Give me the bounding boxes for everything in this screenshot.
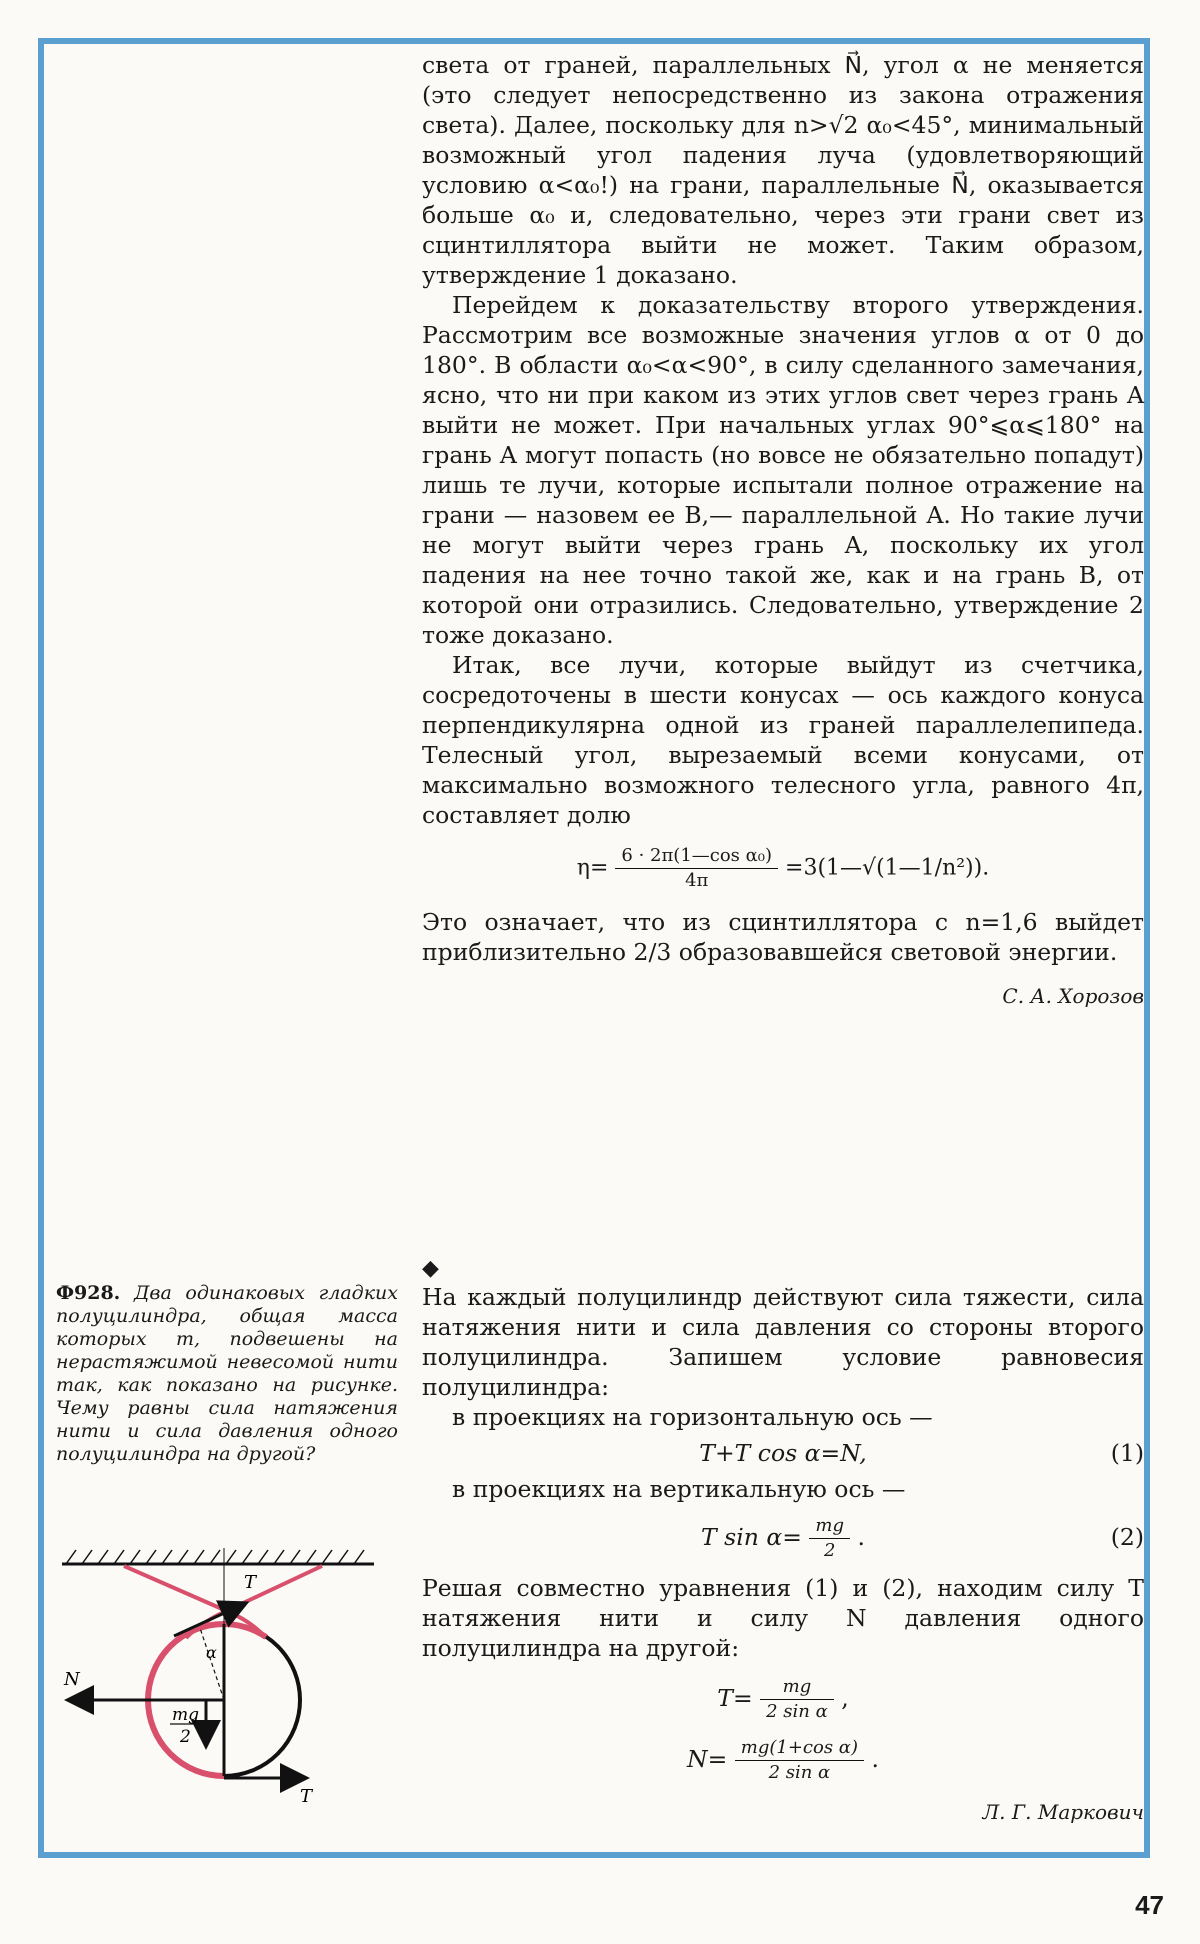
formula-denominator: 4π xyxy=(685,870,709,891)
solution-paragraph-3: в проекциях на вертикальную ось — xyxy=(452,1475,906,1503)
equation-2-lhs: T sin α= xyxy=(701,1523,802,1551)
result-T-fraction xyxy=(760,1675,834,1724)
formula-fraction xyxy=(615,844,778,893)
equation-2 xyxy=(422,1514,1144,1563)
equation-1-number: (1) xyxy=(1110,1439,1144,1467)
equation-2-tail: . xyxy=(857,1523,865,1551)
equation-2-denominator: 2 xyxy=(823,1540,836,1561)
paragraph-3: Итак, все лучи, которые выйдут из счетчика, сосредоточены в шести конусах — ось каждого конуса перпендикулярна одной из граней параллелепипеда. Телесный угол, вырезаемый всеми конусами, от максимально возможного телесного угла, равного 4π, составляет долю xyxy=(422,651,1144,829)
result-T-numerator: mg xyxy=(760,1675,834,1700)
ceiling-hatching xyxy=(66,1550,364,1564)
signature-khorozov: С. А. Хорозов xyxy=(1002,984,1144,1008)
label-alpha: α xyxy=(206,1643,217,1662)
top-article xyxy=(422,50,1144,1011)
eta-formula xyxy=(422,844,1144,893)
equation-1-body: T+T cos α=N, xyxy=(699,1439,867,1467)
equation-2-numerator: mg xyxy=(809,1514,850,1539)
tension-arrow-top xyxy=(174,1604,244,1636)
page-number: 47 xyxy=(1135,1890,1164,1920)
solution xyxy=(422,1282,1144,1827)
result-N-numerator: mg(1+cos α) xyxy=(735,1736,864,1761)
result-N-tail: . xyxy=(871,1745,879,1773)
paragraph-1: света от граней, параллельных N⃗, угол α не меняется (это следует непосредственно из закона отражения света). Далее, поскольку для n>√2 α₀<45°, минимальный возможный угол падения луча (удовлетворяющий условию α<α₀!) на грани, параллельные N⃗, оказывается больше α₀ и, следовательно, через эти грани свет из сцинтиллятора выйти не может. Таким образом, утверждение 1 доказано. xyxy=(422,51,1144,289)
result-N-fraction xyxy=(735,1736,864,1785)
equation-2-number: (2) xyxy=(1110,1523,1144,1551)
label-T-top: T xyxy=(244,1572,257,1593)
result-T xyxy=(422,1675,1144,1724)
result-N-lhs: N= xyxy=(687,1745,728,1773)
formula-lhs: η= xyxy=(576,855,609,881)
label-mg: mg xyxy=(172,1705,200,1725)
formula-numerator: 6 · 2π(1—cos α₀) xyxy=(615,844,778,869)
solution-paragraph-4: Решая совместно уравнения (1) и (2), находим силу T натяжения нити и силу N давления одного полуцилиндра на другой: xyxy=(422,1574,1144,1662)
result-T-tail: , xyxy=(841,1684,849,1712)
signature-markovich: Л. Г. Маркович xyxy=(982,1800,1144,1824)
label-N: N xyxy=(64,1669,80,1690)
paragraph-4: Это означает, что из сцинтиллятора с n=1,6 выйдет приблизительно 2/3 образовавшейся световой энергии. xyxy=(422,908,1144,966)
problem-label: Ф928. xyxy=(56,1282,121,1304)
result-T-lhs: T= xyxy=(717,1684,753,1712)
label-2: 2 xyxy=(180,1727,191,1747)
result-N-denominator: 2 sin α xyxy=(768,1762,831,1783)
equation-1 xyxy=(422,1438,1144,1468)
problem-statement xyxy=(56,1282,398,1466)
problem-text: Два одинаковых гладких полуцилиндра, общая масса которых m, подвешены на нерастяжимой невесомой нити так, как показано на рисунке. Чему равны сила натяжения нити и сила давления одного полуцилиндра на другой? xyxy=(56,1282,399,1465)
solution-marker: ◆ xyxy=(422,1256,439,1281)
string-wrap-right xyxy=(224,1624,266,1637)
result-T-denominator: 2 sin α xyxy=(766,1701,828,1722)
equation-2-fraction xyxy=(809,1514,850,1563)
hemicylinders-figure xyxy=(54,1540,394,1820)
solution-paragraph-2: в проекциях на горизонтальную ось — xyxy=(452,1403,933,1431)
solution-paragraph-1: На каждый полуцилиндр действуют сила тяжести, сила натяжения нити и сила давления со стороны второго полуцилиндра. Запишем условие равновесия полуцилиндра: xyxy=(422,1283,1144,1401)
formula-rhs: =3(1—√(1—1/n²)). xyxy=(785,855,990,881)
paragraph-2: Перейдем к доказательству второго утверждения. Рассмотрим все возможные значения углов α от 0 до 180°. В области α₀<α<90°, в силу сделанного замечания, ясно, что ни при каком из этих углов свет через грань A выйти не может. При начальных углах 90°⩽α⩽180° на грань A могут попасть (но вовсе не обязательно попадут) лишь те лучи, которые испытали полное отражение на грани — назовем ее B,— параллельной A. Но такие лучи не могут выйти через грань A, поскольку их угол падения на нее точно такой же, как и на грань B, от которой они отразились. Следовательно, утверждение 2 тоже доказано. xyxy=(422,291,1144,649)
angle-ray xyxy=(200,1628,224,1700)
label-T-bottom: T xyxy=(300,1786,313,1807)
result-N xyxy=(422,1736,1144,1785)
